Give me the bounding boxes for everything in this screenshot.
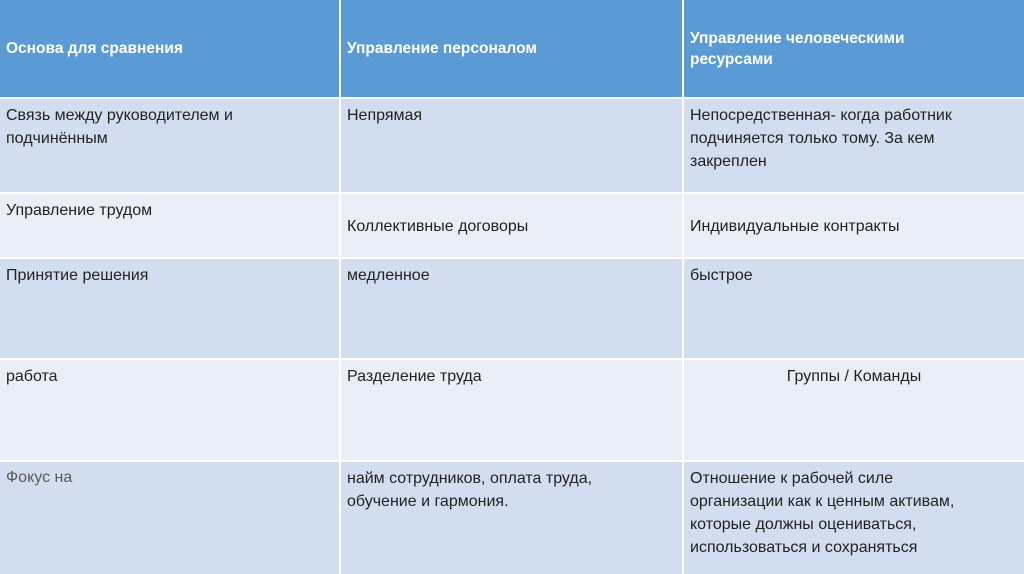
cell-text: работа (6, 368, 58, 385)
header-hr-label: Управление человеческими ресурсами (690, 30, 905, 68)
header-basis-label: Основа для сравнения (6, 40, 183, 57)
cell-text: Непрямая (347, 107, 423, 124)
header-personnel-label: Управление персоналом (347, 40, 537, 57)
cell-text: Отношение к рабочей силе организации как к ценным активам, которые должны оцениваться, использоваться и сохраняться (690, 470, 955, 556)
table-cell (684, 194, 1024, 257)
header-cell-basis (0, 0, 339, 97)
table-cell (684, 259, 1024, 358)
cell-text: Управление трудом (6, 202, 153, 219)
cell-text: Связь между руководителем и подчинённым (6, 107, 233, 147)
cell-text: Непосредственная- когда работник подчиняется только тому. За кем закреплен (690, 107, 952, 170)
table-cell (0, 360, 339, 460)
header-cell-hr (684, 0, 1024, 97)
table-cell (0, 194, 339, 257)
cell-text: найм сотрудников, оплата труда, обучение и гармония. (347, 470, 593, 510)
header-cell-personnel (341, 0, 682, 97)
cell-text: быстрое (690, 267, 753, 284)
table-cell (341, 194, 682, 257)
cell-text: Разделение труда (347, 368, 482, 385)
cell-text: Принятие решения (6, 267, 149, 284)
table-cell (341, 259, 682, 358)
table-cell (684, 462, 1024, 574)
cell-text: Коллективные договоры (347, 218, 529, 235)
table-cell (341, 360, 682, 460)
table-cell (684, 360, 1024, 460)
table-cell (0, 462, 339, 574)
cell-text: Группы / Команды (786, 368, 922, 385)
table-cell (341, 99, 682, 192)
table-cell (0, 259, 339, 358)
table-cell (341, 462, 682, 574)
cell-text: Индивидуальные контракты (690, 218, 900, 235)
table-cell (684, 99, 1024, 192)
cell-text: Фокус на (6, 469, 73, 486)
table-cell (0, 99, 339, 192)
cell-text: медленное (347, 267, 430, 284)
